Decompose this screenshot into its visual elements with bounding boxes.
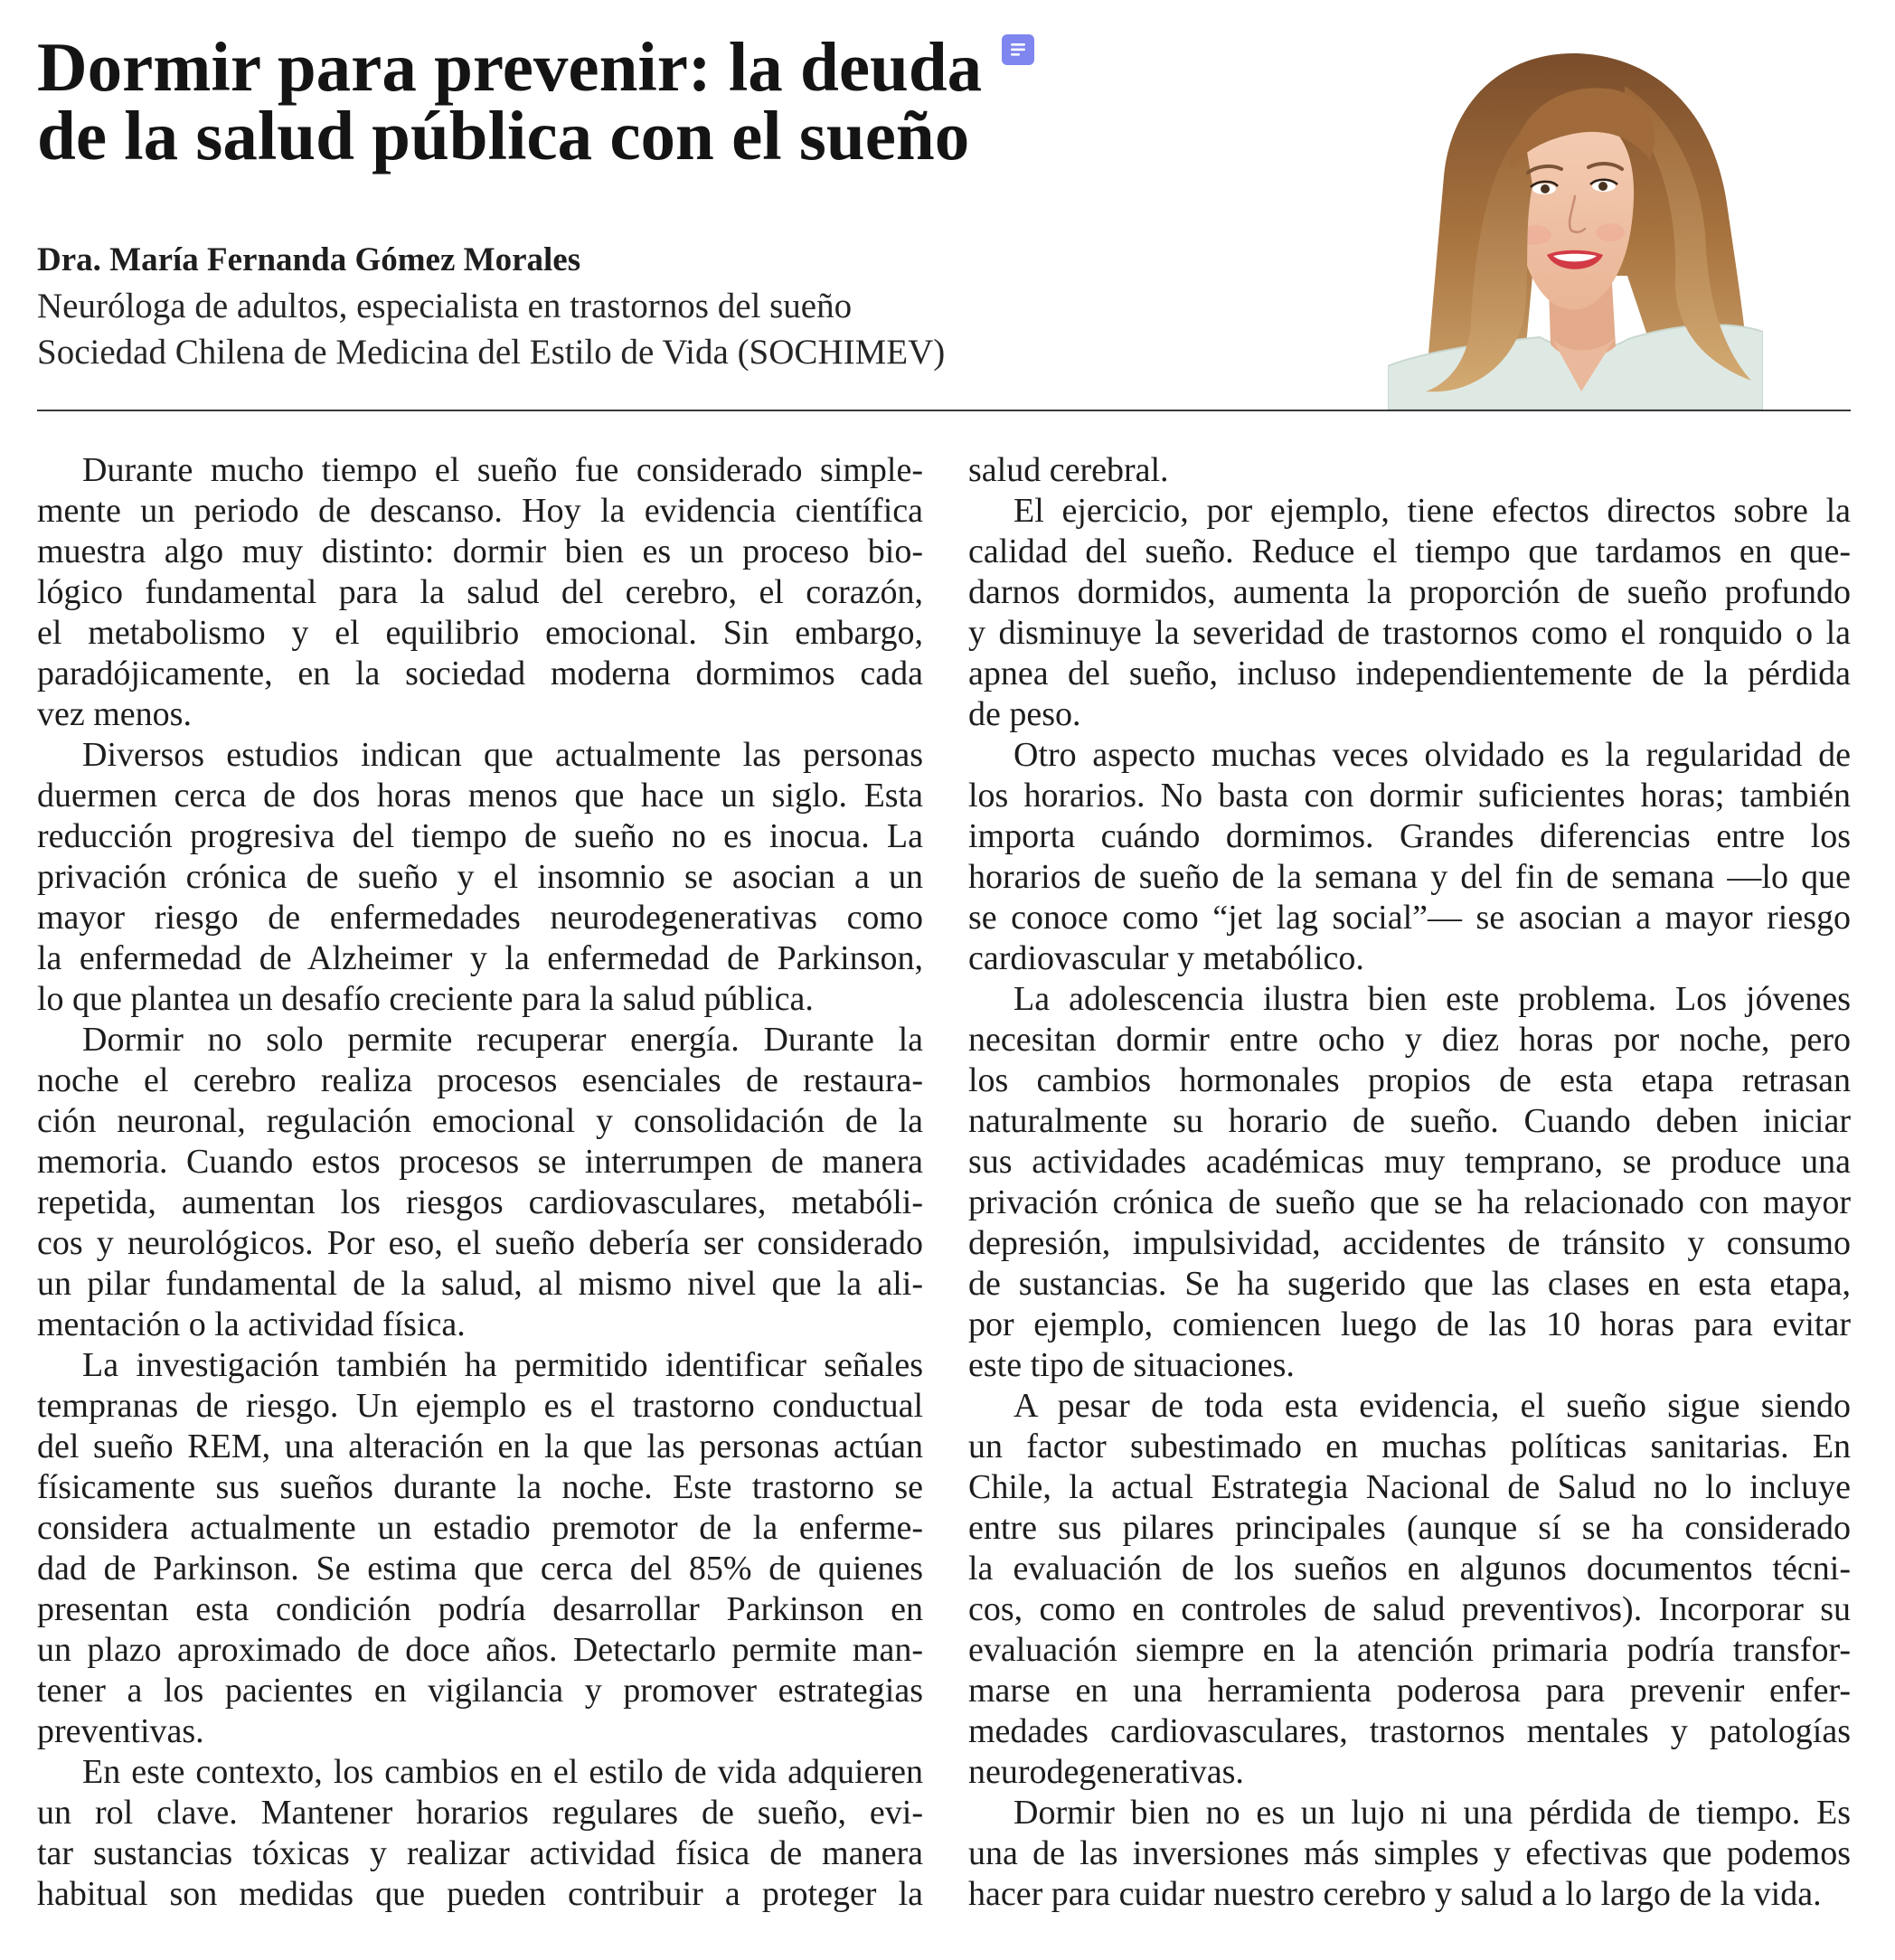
text-line: darnos dormidos, aumenta la proporción de sueño profundo	[968, 573, 1851, 611]
author-name: Dra. María Fernanda Gómez Morales	[37, 241, 581, 278]
text-line: sus actividades académicas muy temprano, se produce una	[968, 1143, 1851, 1181]
column-right	[968, 450, 1851, 1915]
text-line: cos, como en controles de salud preventivos). Incorporar su	[968, 1590, 1851, 1628]
text-line: por ejemplo, comiencen luego de las 10 horas para evitar	[968, 1305, 1851, 1343]
article-paragraph	[968, 1386, 1851, 1793]
text-line: la enfermedad de Alzheimer y la enfermedad de Parkinson,	[37, 939, 923, 977]
header-divider	[37, 410, 1851, 411]
text-line: un factor subestimado en muchas políticas sanitarias. En	[968, 1428, 1851, 1465]
text-line: los cambios hormonales propios de esta etapa retrasan	[968, 1061, 1851, 1099]
author-photo	[1388, 50, 1763, 410]
text-line: medades cardiovasculares, trastornos mentales y patologías	[968, 1712, 1851, 1750]
text-line: vez menos.	[37, 695, 192, 733]
text-line: tener a los pacientes en vigilancia y promover estrategias	[37, 1672, 923, 1710]
text-line: lógico fundamental para la salud del cerebro, el corazón,	[37, 573, 923, 611]
text-line: paradójicamente, en la sociedad moderna dormimos cada	[37, 655, 923, 693]
text-line: este tipo de situaciones.	[968, 1346, 1295, 1384]
text-line: mentación o la actividad física.	[37, 1305, 466, 1343]
text-line: del sueño REM, una alteración en la que las personas actúan	[37, 1428, 923, 1465]
text-line: entre sus pilares principales (aunque sí se ha considerado	[968, 1509, 1851, 1547]
article-paragraph	[968, 491, 1851, 735]
text-line: de peso.	[968, 695, 1081, 733]
article-paragraph	[968, 979, 1851, 1386]
text-line: repetida, aumentan los riesgos cardiovasculares, metabóli-	[37, 1183, 923, 1221]
text-line: la evaluación de los sueños en algunos documentos técni-	[968, 1550, 1851, 1588]
article-title	[37, 28, 983, 174]
text-line: Diversos estudios indican que actualmente las personas	[82, 736, 923, 774]
text-line: salud cerebral.	[968, 451, 1169, 489]
text-line: dad de Parkinson. Se estima que cerca del 85% de quienes	[37, 1550, 923, 1588]
text-line: ción neuronal, regulación emocional y consolidación de la	[37, 1102, 923, 1140]
article-paragraph	[37, 450, 923, 735]
text-line: una de las inversiones más simples y efectivas que podemos	[968, 1834, 1851, 1872]
note-icon[interactable]	[1001, 33, 1035, 66]
article-title-line: Dormir para prevenir: la deuda	[37, 28, 983, 106]
author-role: Neuróloga de adultos, especialista en trastornos del sueño	[37, 287, 853, 325]
text-line: apnea del sueño, incluso independientemente de la pérdida	[968, 655, 1851, 693]
text-line: privación crónica de sueño que se ha relacionado con mayor	[968, 1183, 1851, 1221]
author-affiliation: Sociedad Chilena de Medicina del Estilo de Vida (SOCHIMEV)	[37, 333, 946, 372]
text-line: hacer para cuidar nuestro cerebro y salud a lo largo de la vida.	[968, 1875, 1822, 1913]
text-line: un rol clave. Mantener horarios regulares de sueño, evi-	[37, 1794, 923, 1832]
text-line: se conoce como “jet lag social”— se asocian a mayor riesgo	[968, 899, 1851, 937]
text-line: memoria. Cuando estos procesos se interrumpen de manera	[37, 1143, 923, 1181]
text-line: La investigación también ha permitido identificar señales	[82, 1346, 923, 1384]
note-icon-graphic	[1001, 33, 1035, 66]
text-line: necesitan dormir entre ocho y diez horas por noche, pero	[968, 1021, 1851, 1059]
article-paragraph	[968, 735, 1851, 979]
text-line: neurodegenerativas.	[968, 1753, 1244, 1791]
article-paragraph	[37, 1020, 923, 1345]
text-line: considera actualmente un estadio premotor de la enferme-	[37, 1509, 923, 1547]
text-line: En este contexto, los cambios en el estilo de vida adquieren	[82, 1753, 923, 1791]
text-line: lo que plantea un desafío creciente para la salud pública.	[37, 980, 814, 1018]
text-line: y disminuye la severidad de trastornos como el ronquido o la	[968, 614, 1851, 652]
text-line: Otro aspecto muchas veces olvidado es la regularidad de	[1013, 736, 1851, 774]
text-line: un plazo aproximado de doce años. Detectarlo permite man-	[37, 1631, 923, 1669]
text-line: mayor riesgo de enfermedades neurodegenerativas como	[37, 899, 923, 937]
author-byline	[37, 237, 945, 375]
author-portrait-illustration	[1388, 50, 1763, 410]
article-paragraph	[37, 735, 923, 1020]
article-paragraph	[37, 1752, 923, 1915]
text-line: mente un periodo de descanso. Hoy la evidencia científica	[37, 492, 923, 530]
text-line: noche el cerebro realiza procesos esenciales de restaura-	[37, 1061, 923, 1099]
text-line: muestra algo muy distinto: dormir bien es un proceso bio-	[37, 532, 923, 570]
article-paragraph	[968, 450, 1851, 491]
text-line: los horarios. No basta con dormir suficientes horas; también	[968, 777, 1851, 815]
text-line: cardiovascular y metabólico.	[968, 939, 1364, 977]
text-line: El ejercicio, por ejemplo, tiene efectos directos sobre la	[1013, 492, 1851, 530]
text-line: de sustancias. Se ha sugerido que las clases en esta etapa,	[968, 1265, 1851, 1303]
text-line: presentan esta condición podría desarrollar Parkinson en	[37, 1590, 923, 1628]
text-line: habitual son medidas que pueden contribuir a proteger la	[37, 1875, 923, 1913]
column-left	[37, 450, 923, 1915]
text-line: importa cuándo dormimos. Grandes diferencias entre los	[968, 817, 1851, 855]
text-line: naturalmente su horario de sueño. Cuando deben iniciar	[968, 1102, 1851, 1140]
text-line: tar sustancias tóxicas y realizar actividad física de manera	[37, 1834, 923, 1872]
text-line: duermen cerca de dos horas menos que hace un siglo. Esta	[37, 777, 923, 815]
text-line: La adolescencia ilustra bien este problema. Los jóvenes	[1013, 980, 1851, 1018]
text-line: Dormir bien no es un lujo ni una pérdida de tiempo. Es	[1013, 1794, 1851, 1832]
text-line: tempranas de riesgo. Un ejemplo es el trastorno conductual	[37, 1387, 923, 1425]
text-line: calidad del sueño. Reduce el tiempo que tardamos en que-	[968, 532, 1851, 570]
article-paragraph	[37, 1345, 923, 1752]
text-line: evaluación siempre en la atención primaria podría transfor-	[968, 1631, 1851, 1669]
text-line: un pilar fundamental de la salud, al mismo nivel que la ali-	[37, 1265, 923, 1303]
text-line: reducción progresiva del tiempo de sueño no es inocua. La	[37, 817, 923, 855]
article-title-line: de la salud pública con el sueño	[37, 97, 970, 174]
text-line: físicamente sus sueños durante la noche. Este trastorno se	[37, 1468, 923, 1506]
text-line: privación crónica de sueño y el insomnio se asocian a un	[37, 858, 923, 896]
text-line: el metabolismo y el equilibrio emocional. Sin embargo,	[37, 614, 923, 652]
article-paragraph	[968, 1793, 1851, 1915]
text-line: preventivas.	[37, 1712, 204, 1750]
text-line: Durante mucho tiempo el sueño fue considerado simple-	[82, 451, 923, 489]
text-line: cos y neurológicos. Por eso, el sueño debería ser considerado	[37, 1224, 923, 1262]
text-line: Chile, la actual Estrategia Nacional de Salud no lo incluye	[968, 1468, 1851, 1506]
text-line: Dormir no solo permite recuperar energía. Durante la	[82, 1021, 923, 1059]
text-line: depresión, impulsividad, accidentes de tránsito y consumo	[968, 1224, 1851, 1262]
text-line: horarios de sueño de la semana y del fin de semana —lo que	[968, 858, 1851, 896]
text-line: A pesar de toda esta evidencia, el sueño sigue siendo	[1013, 1387, 1851, 1425]
text-line: marse en una herramienta poderosa para prevenir enfer-	[968, 1672, 1851, 1710]
